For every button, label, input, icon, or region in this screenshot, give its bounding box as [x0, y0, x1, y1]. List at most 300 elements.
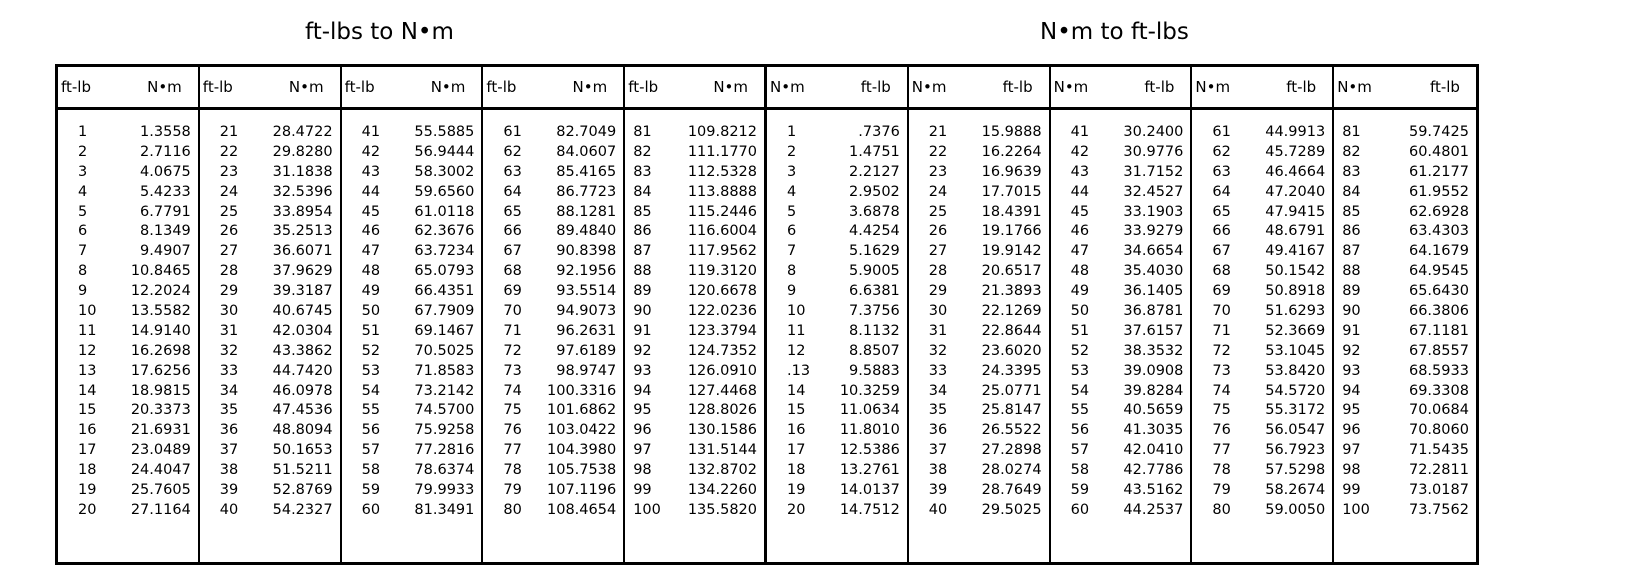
- input-value-cell: 37: [219, 442, 239, 459]
- input-value-cell: 73: [503, 362, 522, 379]
- table-row: [1192, 362, 1332, 382]
- table-row: [483, 382, 623, 402]
- input-value-cell: 25: [928, 203, 948, 220]
- table-row: [483, 421, 623, 441]
- converted-value-cell: 11.0634: [839, 402, 900, 419]
- table-row: [200, 342, 340, 362]
- input-value-cell: 72: [1212, 342, 1231, 359]
- input-value-cell: 75: [503, 402, 522, 419]
- converted-value-cell: 111.1770: [687, 143, 757, 160]
- input-value-cell: 10: [787, 303, 806, 320]
- table-column-group: [909, 67, 1051, 562]
- header-unit-from: N•m: [1337, 78, 1372, 96]
- table-row: [58, 143, 198, 163]
- table-row: [58, 183, 198, 203]
- converted-value-cell: 30.2400: [1123, 124, 1184, 140]
- table-row: [625, 143, 764, 163]
- table-row: [625, 222, 764, 242]
- converted-value-cell: 46.4664: [1265, 163, 1326, 180]
- converted-value-cell: 18.9815: [130, 382, 191, 399]
- input-value-cell: 24: [928, 183, 948, 200]
- input-value-cell: 44: [1070, 183, 1090, 200]
- table-row: [1192, 501, 1332, 521]
- table-row: [58, 123, 198, 143]
- converted-value-cell: 16.2698: [130, 342, 191, 359]
- input-value-cell: 56: [1070, 422, 1090, 439]
- input-value-cell: 11: [78, 322, 97, 339]
- converted-value-cell: 25.7605: [130, 482, 191, 499]
- input-value-cell: 28: [219, 263, 239, 280]
- converted-value-cell: 9.4907: [140, 243, 191, 260]
- input-value-cell: 18: [787, 462, 806, 479]
- converted-value-cell: 15.9888: [981, 124, 1042, 140]
- table-row: [58, 262, 198, 282]
- converted-value-cell: 130.1586: [687, 422, 757, 439]
- converted-value-cell: 36.8781: [1123, 303, 1184, 320]
- table-row: [1051, 143, 1191, 163]
- input-value-cell: 42: [361, 143, 381, 160]
- table-row: [58, 441, 198, 461]
- converted-value-cell: 44.9913: [1265, 124, 1326, 140]
- converted-value-cell: 75.9258: [414, 422, 475, 439]
- converted-value-cell: 3.6878: [849, 203, 900, 220]
- header-unit-from: ft-lb: [486, 78, 517, 96]
- table-row: [1051, 203, 1191, 223]
- table-row: [909, 203, 1049, 223]
- table-row: [909, 322, 1049, 342]
- converted-value-cell: 22.8644: [981, 322, 1042, 339]
- table-row: [483, 501, 623, 521]
- converted-value-cell: 42.0304: [272, 322, 333, 339]
- converted-value-cell: 14.9140: [130, 322, 191, 339]
- column-header: [1334, 67, 1476, 110]
- table-row: [625, 163, 764, 183]
- table-row: [1334, 242, 1476, 262]
- input-value-cell: 16: [78, 422, 97, 439]
- input-value-cell: 92: [1342, 342, 1361, 359]
- table-row: [1192, 163, 1332, 183]
- table-row: [909, 143, 1049, 163]
- converted-value-cell: 94.9073: [556, 303, 617, 320]
- input-value-cell: 3: [787, 163, 797, 180]
- converted-value-cell: 63.7234: [414, 243, 475, 260]
- converted-value-cell: 40.6745: [272, 303, 333, 320]
- input-value-cell: 48: [1070, 263, 1090, 280]
- converted-value-cell: 113.8888: [687, 183, 757, 200]
- converted-value-cell: 47.9415: [1265, 203, 1326, 220]
- converted-value-cell: 50.1653: [272, 442, 333, 459]
- table-row: [767, 222, 907, 242]
- converted-value-cell: 84.0607: [556, 143, 617, 160]
- converted-value-cell: 132.8702: [687, 462, 757, 479]
- table-row: [767, 481, 907, 501]
- table-row: [58, 163, 198, 183]
- table-row: [767, 242, 907, 262]
- input-value-cell: 11: [787, 322, 806, 339]
- table-row: [1051, 441, 1191, 461]
- converted-value-cell: 36.1405: [1123, 283, 1184, 300]
- converted-value-cell: 51.6293: [1265, 303, 1326, 320]
- converted-value-cell: 29.8280: [272, 143, 333, 160]
- input-value-cell: 36: [928, 422, 948, 439]
- input-value-cell: 46: [361, 223, 381, 240]
- header-unit-to: ft-lb: [1429, 78, 1460, 96]
- input-value-cell: 45: [361, 203, 381, 220]
- input-value-cell: 93: [633, 362, 652, 379]
- table-row: [625, 262, 764, 282]
- table-row: [483, 282, 623, 302]
- table-row: [200, 242, 340, 262]
- converted-value-cell: 16.2264: [981, 143, 1042, 160]
- converted-value-cell: 8.1132: [849, 322, 900, 339]
- converted-value-cell: 51.5211: [272, 462, 333, 479]
- input-value-cell: 26: [928, 223, 948, 240]
- table-row: [342, 501, 482, 521]
- input-value-cell: 43: [1070, 163, 1090, 180]
- table-row: [483, 481, 623, 501]
- input-value-cell: 40: [928, 501, 948, 518]
- table-row: [625, 401, 764, 421]
- input-value-cell: 94: [1342, 382, 1361, 399]
- converted-value-cell: 50.1542: [1265, 263, 1326, 280]
- input-value-cell: 86: [633, 223, 652, 240]
- table-row: [1192, 401, 1332, 421]
- converted-value-cell: 77.2816: [414, 442, 475, 459]
- converted-value-cell: 20.3373: [130, 402, 191, 419]
- converted-value-cell: 44.2537: [1123, 501, 1184, 518]
- converted-value-cell: 6.7791: [140, 203, 191, 220]
- input-value-cell: 53: [1070, 362, 1090, 379]
- converted-value-cell: 73.2142: [414, 382, 475, 399]
- converted-value-cell: 31.7152: [1123, 163, 1184, 180]
- converted-value-cell: 104.3980: [547, 442, 617, 459]
- converted-value-cell: 68.5933: [1408, 362, 1469, 379]
- input-value-cell: 78: [1212, 462, 1231, 479]
- input-value-cell: 80: [1212, 501, 1231, 518]
- header-unit-from: N•m: [1195, 78, 1231, 96]
- converted-value-cell: 18.4391: [981, 203, 1042, 220]
- converted-value-cell: 35.4030: [1123, 263, 1184, 280]
- table-row: [625, 421, 764, 441]
- table-row: [767, 143, 907, 163]
- converted-value-cell: 49.4167: [1265, 243, 1326, 260]
- converted-value-cell: 73.0187: [1408, 482, 1469, 499]
- table-row: [1051, 262, 1191, 282]
- converted-value-cell: 59.7425: [1408, 124, 1469, 140]
- converted-value-cell: 4.4254: [849, 223, 900, 240]
- converted-value-cell: 78.6374: [414, 462, 475, 479]
- converted-value-cell: 8.1349: [140, 223, 191, 240]
- input-value-cell: 57: [1070, 442, 1090, 459]
- converted-value-cell: 12.5386: [839, 442, 900, 459]
- table-row: [1334, 382, 1476, 402]
- input-value-cell: 68: [503, 263, 522, 280]
- converted-value-cell: 96.2631: [556, 322, 617, 339]
- table-row: [1192, 322, 1332, 342]
- table-row: [909, 501, 1049, 521]
- converted-value-cell: 60.4801: [1408, 143, 1469, 160]
- converted-value-cell: 62.6928: [1408, 203, 1469, 220]
- input-value-cell: 77: [1212, 442, 1231, 459]
- converted-value-cell: 44.7420: [272, 362, 333, 379]
- table-row: [58, 401, 198, 421]
- converted-value-cell: 43.5162: [1123, 482, 1184, 499]
- table-row: [58, 242, 198, 262]
- converted-value-cell: 5.9005: [849, 263, 900, 280]
- table-row: [767, 163, 907, 183]
- input-value-cell: 16: [787, 422, 806, 439]
- table-row: [1334, 143, 1476, 163]
- table-row: [342, 143, 482, 163]
- input-value-cell: 91: [633, 322, 652, 339]
- input-value-cell: 20: [78, 501, 97, 518]
- converted-value-cell: 2.9502: [849, 183, 900, 200]
- table-row: [767, 322, 907, 342]
- title-ftlbs-to-nm: ft-lbs to N•m: [305, 19, 454, 45]
- input-value-cell: 87: [1342, 243, 1361, 260]
- table-row: [625, 382, 764, 402]
- input-value-cell: 81: [633, 124, 652, 140]
- input-value-cell: 22: [219, 143, 239, 160]
- input-value-cell: 97: [1342, 442, 1361, 459]
- table-row: [909, 441, 1049, 461]
- converted-value-cell: 56.9444: [414, 143, 475, 160]
- converted-value-cell: 81.3491: [414, 501, 475, 518]
- input-value-cell: 37: [928, 442, 948, 459]
- converted-value-cell: 21.6931: [130, 422, 191, 439]
- table-row: [625, 242, 764, 262]
- input-value-cell: 79: [1212, 482, 1231, 499]
- converted-value-cell: 116.6004: [687, 223, 757, 240]
- table-row: [1192, 342, 1332, 362]
- input-value-cell: 85: [633, 203, 652, 220]
- table-row: [200, 123, 340, 143]
- column-body: [767, 110, 907, 521]
- input-value-cell: 57: [361, 442, 381, 459]
- converted-value-cell: 9.5883: [849, 362, 900, 379]
- converted-value-cell: 36.6071: [272, 243, 333, 260]
- table-row: [1334, 183, 1476, 203]
- table-row: [1051, 342, 1191, 362]
- table-row: [200, 183, 340, 203]
- converted-value-cell: 5.1629: [849, 243, 900, 260]
- converted-value-cell: 25.0771: [981, 382, 1042, 399]
- converted-value-cell: 5.4233: [140, 183, 191, 200]
- table-row: [767, 203, 907, 223]
- input-value-cell: 27: [219, 243, 239, 260]
- table-row: [342, 302, 482, 322]
- input-value-cell: 55: [1070, 402, 1090, 419]
- table-row: [625, 123, 764, 143]
- converted-value-cell: 61.2177: [1408, 163, 1469, 180]
- input-value-cell: 89: [1342, 283, 1361, 300]
- table-row: [909, 382, 1049, 402]
- table-row: [483, 123, 623, 143]
- converted-value-cell: 29.5025: [981, 501, 1042, 518]
- table-column-group: [483, 67, 625, 562]
- table-row: [1051, 242, 1191, 262]
- table-column-group: [342, 67, 484, 562]
- converted-value-cell: 17.7015: [981, 183, 1042, 200]
- table-row: [200, 461, 340, 481]
- header-unit-to: N•m: [572, 78, 608, 96]
- converted-value-cell: 28.4722: [272, 124, 333, 140]
- header-unit-from: ft-lb: [344, 78, 375, 96]
- converted-value-cell: 50.8918: [1265, 283, 1326, 300]
- table-row: [625, 342, 764, 362]
- converted-value-cell: 109.8212: [687, 124, 757, 140]
- input-value-cell: 38: [928, 462, 948, 479]
- input-value-cell: 8: [787, 263, 797, 280]
- input-value-cell: 74: [1212, 382, 1231, 399]
- converted-value-cell: 65.6430: [1408, 283, 1469, 300]
- table-row: [342, 481, 482, 501]
- input-value-cell: 36: [219, 422, 239, 439]
- converted-value-cell: 71.8583: [414, 362, 475, 379]
- input-value-cell: 50: [361, 303, 381, 320]
- table-row: [1192, 461, 1332, 481]
- converted-value-cell: 32.4527: [1123, 183, 1184, 200]
- table-row: [625, 461, 764, 481]
- table-column-group: [625, 67, 767, 562]
- input-value-cell: 84: [1342, 183, 1361, 200]
- converted-value-cell: 14.0137: [839, 482, 900, 499]
- input-value-cell: 62: [1212, 143, 1231, 160]
- input-value-cell: 97: [633, 442, 652, 459]
- converted-value-cell: 12.2024: [130, 283, 191, 300]
- input-value-cell: 91: [1342, 322, 1361, 339]
- converted-value-cell: 22.1269: [981, 303, 1042, 320]
- column-body: [483, 110, 623, 521]
- input-value-cell: 42: [1070, 143, 1090, 160]
- converted-value-cell: 35.2513: [272, 223, 333, 240]
- input-value-cell: 79: [503, 482, 522, 499]
- column-body: [1192, 110, 1332, 521]
- table-row: [909, 242, 1049, 262]
- input-value-cell: 24: [219, 183, 239, 200]
- table-row: [1051, 302, 1191, 322]
- converted-value-cell: 117.9562: [687, 243, 757, 260]
- converted-value-cell: 58.2674: [1265, 482, 1326, 499]
- input-value-cell: 60: [361, 501, 381, 518]
- input-value-cell: 13: [78, 362, 97, 379]
- table-row: [483, 222, 623, 242]
- table-row: [58, 382, 198, 402]
- input-value-cell: 20: [787, 501, 806, 518]
- converted-value-cell: 56.0547: [1265, 422, 1326, 439]
- input-value-cell: 1: [78, 124, 88, 140]
- converted-value-cell: 100.3316: [547, 382, 617, 399]
- converted-value-cell: 7.3756: [849, 303, 900, 320]
- input-value-cell: 65: [503, 203, 522, 220]
- input-value-cell: 82: [1342, 143, 1361, 160]
- table-row: [1334, 282, 1476, 302]
- converted-value-cell: 37.6157: [1123, 322, 1184, 339]
- header-unit-to: N•m: [430, 78, 466, 96]
- input-value-cell: 66: [503, 223, 522, 240]
- table-row: [1334, 262, 1476, 282]
- input-value-cell: 98: [633, 462, 652, 479]
- input-value-cell: 26: [219, 223, 239, 240]
- table-row: [200, 441, 340, 461]
- input-value-cell: 70: [1212, 303, 1231, 320]
- table-row: [1334, 342, 1476, 362]
- converted-value-cell: 103.0422: [547, 422, 617, 439]
- input-value-cell: 18: [78, 462, 97, 479]
- converted-value-cell: 82.7049: [556, 124, 617, 140]
- input-value-cell: 44: [361, 183, 381, 200]
- input-value-cell: 25: [219, 203, 239, 220]
- input-value-cell: 9: [78, 283, 88, 300]
- converted-value-cell: 17.6256: [130, 362, 191, 379]
- table-row: [483, 322, 623, 342]
- converted-value-cell: 58.3002: [414, 163, 475, 180]
- input-value-cell: 68: [1212, 263, 1231, 280]
- table-row: [58, 501, 198, 521]
- table-row: [200, 382, 340, 402]
- converted-value-cell: 13.2761: [839, 462, 900, 479]
- table-row: [625, 183, 764, 203]
- input-value-cell: 45: [1070, 203, 1090, 220]
- table-row: [767, 123, 907, 143]
- table-row: [767, 362, 907, 382]
- converted-value-cell: 32.5396: [272, 183, 333, 200]
- table-row: [1192, 203, 1332, 223]
- converted-value-cell: 108.4654: [547, 501, 617, 518]
- table-row: [625, 501, 764, 521]
- table-row: [1051, 322, 1191, 342]
- input-value-cell: 29: [219, 283, 239, 300]
- table-row: [200, 481, 340, 501]
- input-value-cell: 61: [1212, 124, 1231, 140]
- converted-value-cell: 97.6189: [556, 342, 617, 359]
- converted-value-cell: 41.3035: [1123, 422, 1184, 439]
- converted-value-cell: 85.4165: [556, 163, 617, 180]
- input-value-cell: 65: [1212, 203, 1231, 220]
- input-value-cell: 55: [361, 402, 381, 419]
- converted-value-cell: 24.4047: [130, 462, 191, 479]
- table-row: [625, 362, 764, 382]
- table-row: [909, 183, 1049, 203]
- table-row: [909, 362, 1049, 382]
- converted-value-cell: 53.1045: [1265, 342, 1326, 359]
- table-row: [200, 421, 340, 441]
- table-row: [58, 203, 198, 223]
- table-row: [200, 322, 340, 342]
- table-row: [1334, 302, 1476, 322]
- input-value-cell: 100: [633, 501, 661, 518]
- input-value-cell: 90: [633, 303, 652, 320]
- converted-value-cell: 28.7649: [981, 482, 1042, 499]
- table-row: [1334, 401, 1476, 421]
- table-row: [767, 461, 907, 481]
- table-row: [58, 222, 198, 242]
- converted-value-cell: 115.2446: [687, 203, 757, 220]
- converted-value-cell: 21.3893: [981, 283, 1042, 300]
- input-value-cell: 15: [787, 402, 806, 419]
- table-row: [483, 143, 623, 163]
- converted-value-cell: 71.5435: [1408, 442, 1469, 459]
- table-row: [58, 461, 198, 481]
- converted-value-cell: 66.3806: [1408, 303, 1469, 320]
- input-value-cell: 47: [361, 243, 381, 260]
- input-value-cell: 34: [928, 382, 948, 399]
- input-value-cell: 80: [503, 501, 522, 518]
- table-row: [342, 441, 482, 461]
- table-row: [483, 203, 623, 223]
- table-row: [342, 183, 482, 203]
- table-row: [767, 401, 907, 421]
